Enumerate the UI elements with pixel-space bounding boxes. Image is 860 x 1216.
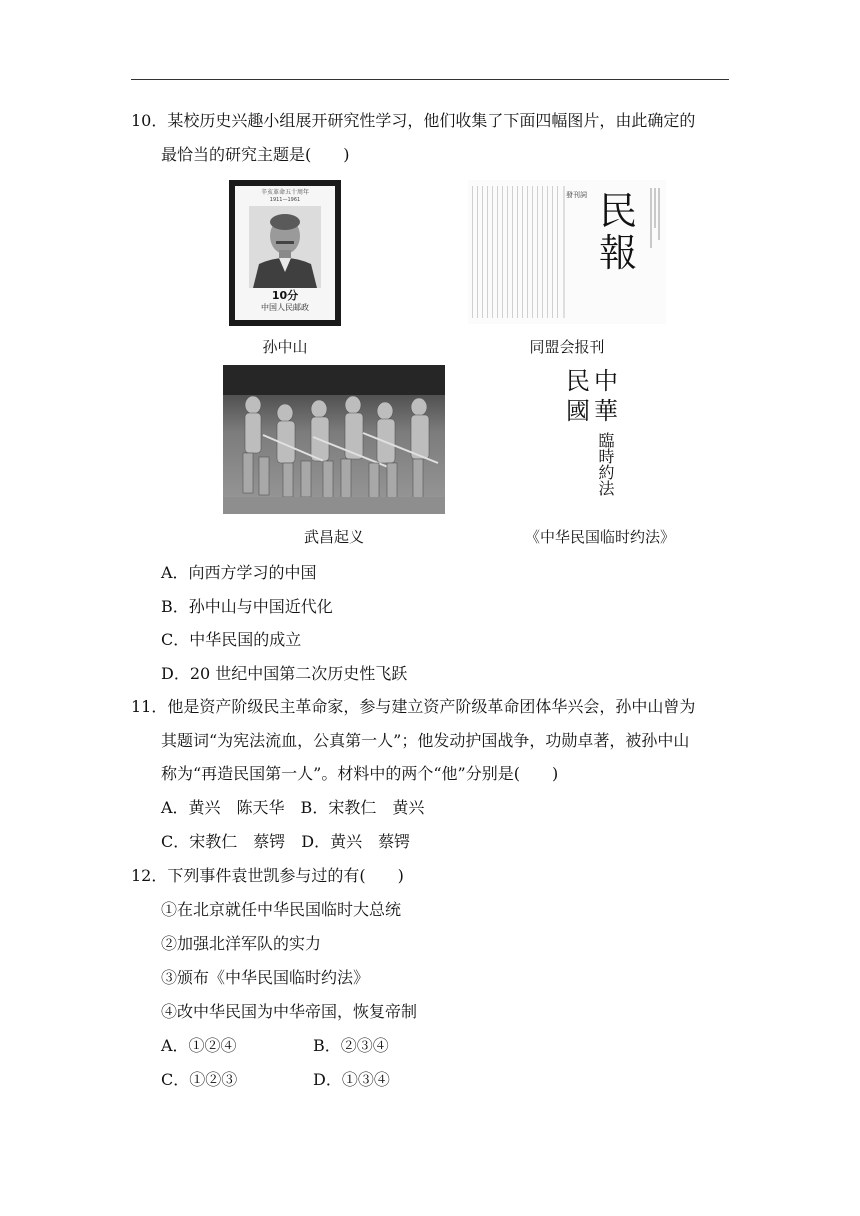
q11-stem-line-3: 称为“再造民国第一人”。材料中的两个“他”分别是( )	[161, 764, 559, 783]
q10-option-a[interactable]: A．向西方学习的中国	[161, 563, 317, 582]
calligraphy-row-2: 國華	[566, 397, 622, 425]
q10-option-b[interactable]: B．孙中山与中国近代化	[161, 597, 333, 616]
newspaper-title: 民報	[598, 189, 637, 275]
q10-option-c[interactable]: C．中华民国的成立	[161, 630, 302, 649]
caption-constitution: 《中华民国临时约法》	[524, 528, 675, 546]
q12-item-3: ③颁布《中华民国临时约法》	[161, 968, 370, 987]
q10-option-d[interactable]: D．20 世纪中国第二次历史性飞跃	[161, 664, 408, 683]
q10-stem-line-1: 10．某校历史兴趣小组展开研究性学习，他们收集了下面四幅图片，由此确定的	[131, 111, 696, 130]
q12-stem: 12．下列事件袁世凯参与过的有( )	[131, 866, 404, 885]
q12-item-1: ①在北京就任中华民国临时大总统	[161, 900, 402, 919]
minbao-newspaper-image	[468, 180, 666, 324]
portrait-figure	[249, 206, 321, 288]
stamp-value-text: 10分	[271, 289, 299, 302]
caption-newspaper: 同盟会报刊	[529, 338, 605, 356]
q11-stem-line-1: 11．他是资产阶级民主革命家，参与建立资产阶级革命团体华兴会，孙中山曾为	[131, 697, 696, 716]
q11-options-row-1[interactable]: A．黄兴 陈天华 B．宋教仁 黄兴	[161, 798, 425, 817]
newspaper-heading: 發刊詞	[566, 191, 587, 199]
stamp-country-text: 中国人民邮政	[261, 303, 309, 312]
header-rule	[131, 79, 729, 80]
provisional-constitution-image	[560, 364, 640, 514]
q12-item-2: ②加强北洋军队的实力	[161, 934, 322, 953]
calligraphy-row-1: 民中	[566, 367, 622, 395]
stamp-top-text: 辛亥革命五十周年	[260, 189, 309, 196]
q12-option-b[interactable]: B．②③④	[313, 1036, 389, 1055]
caption-stamp: 孙中山	[262, 338, 308, 356]
wuchang-uprising-relief-image	[223, 365, 445, 514]
q12-option-c[interactable]: C．①②③	[161, 1070, 238, 1089]
calligraphy-vertical: 臨時約法	[596, 432, 615, 496]
q12-item-4: ④改中华民国为中华帝国，恢复帝制	[161, 1002, 418, 1021]
q10-stem-line-2: 最恰当的研究主题是( )	[161, 145, 350, 164]
newspaper-text-columns	[472, 186, 562, 318]
q12-option-d[interactable]: D．①③④	[313, 1070, 390, 1089]
q11-stem-line-2: 其题词“为宪法流血，公真第一人”；他发动护国战争，功勋卓著，被孙中山	[161, 731, 690, 750]
caption-relief: 武昌起义	[303, 528, 364, 546]
q12-option-a[interactable]: A．①②④	[161, 1036, 237, 1055]
stamp-years-text: 1911—1961	[269, 197, 301, 203]
q11-options-row-2[interactable]: C．宋教仁 蔡锷 D．黄兴 蔡锷	[161, 832, 411, 851]
sun-yatsen-stamp-image	[229, 180, 341, 326]
